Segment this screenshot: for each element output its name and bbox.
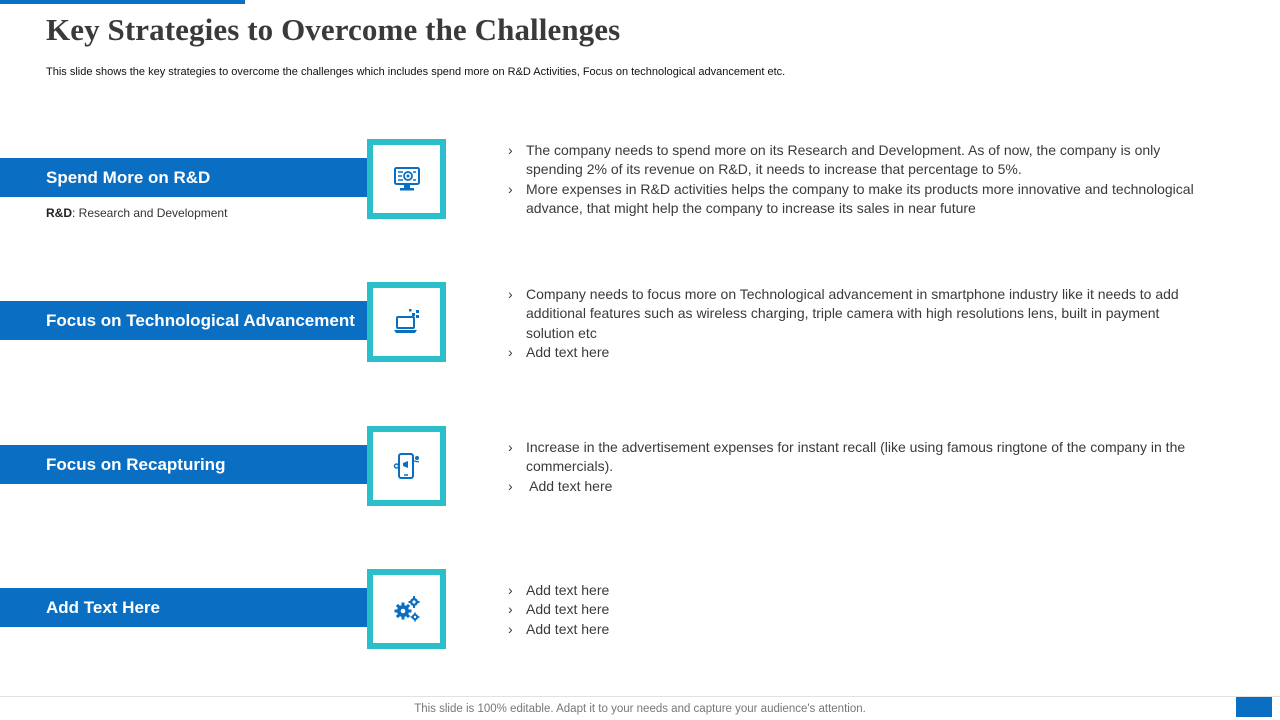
footer-accent-block (1236, 697, 1272, 717)
bullet-list (508, 285, 1198, 362)
bullet-text: Increase in the advertisement expenses for instant recall (like using famous ringtone of the company in the commercials). (526, 439, 1186, 475)
bullet-item (508, 438, 1198, 477)
footer-divider (0, 696, 1280, 697)
bullet-text: Company needs to focus more on Technological advancement in smartphone industry like it needs to add additional features such as wireless charging, triple camera with high resolutions lens, built in payment solution etc (526, 286, 1179, 341)
top-accent-bar (0, 0, 245, 4)
bullet-chevron-icon: › (508, 620, 513, 637)
strategy-icon-box (367, 426, 446, 506)
bullet-text: More expenses in R&D activities helps the company to make its products more innovative and technological advance, that might help the company to increase its sales in near future (526, 180, 1194, 216)
bullet-chevron-icon: › (508, 582, 513, 598)
strategy-label: Add Text Here (0, 588, 372, 627)
smartphone-megaphone-icon (392, 451, 422, 481)
bullet-chevron-icon: › (508, 477, 513, 494)
bullet-text: Add text here (526, 477, 613, 494)
bullet-item (508, 343, 1198, 362)
strategy-icon-box (367, 569, 446, 649)
strategy-label: Focus on Recapturing (0, 445, 372, 484)
strategy-note (46, 206, 227, 220)
bullet-text: Add text here (526, 620, 610, 637)
note-expansion: : Research and Development (72, 206, 228, 220)
strategy-label: Spend More on R&D (0, 158, 372, 197)
bullet-list (508, 141, 1198, 218)
bullet-item (508, 141, 1198, 180)
bullet-chevron-icon: › (508, 343, 513, 360)
gears-icon (391, 593, 423, 625)
bullet-chevron-icon: › (508, 439, 513, 455)
bullet-item (508, 581, 1198, 600)
bullet-text: Add text here (526, 601, 610, 618)
bullet-chevron-icon: › (508, 180, 513, 197)
slide-title: Key Strategies to Overcome the Challenges (46, 12, 621, 47)
laptop-icon (392, 307, 422, 337)
bullet-chevron-icon: › (508, 286, 513, 302)
bullet-item (508, 477, 1198, 496)
bullet-item (508, 285, 1198, 343)
note-abbreviation: R&D (46, 206, 72, 220)
bullet-chevron-icon: › (508, 601, 513, 618)
bullet-chevron-icon: › (508, 142, 513, 158)
bullet-item (508, 180, 1198, 219)
slide-subtitle: This slide shows the key strategies to overcome the challenges which includes spend more on R&D Activities, Focus on technological advancement etc. (46, 66, 786, 78)
bullet-item (508, 620, 1198, 639)
strategy-label: Focus on Technological Advancement (0, 301, 372, 340)
strategy-icon-box (367, 282, 446, 362)
footer-text: This slide is 100% editable. Adapt it to your needs and capture your audience's attention. (414, 703, 866, 715)
bullet-list (508, 581, 1198, 639)
research-monitor-icon (392, 164, 422, 194)
bullet-text: Add text here (526, 582, 610, 598)
bullet-text: The company needs to spend more on its Research and Development. As of now, the company is only spending 2% of its revenue on R&D, it needs to increase that percentage to 5%. (526, 142, 1161, 178)
bullet-list (508, 438, 1198, 496)
strategy-icon-box (367, 139, 446, 219)
bullet-text: Add text here (526, 343, 610, 360)
bullet-item (508, 600, 1198, 619)
